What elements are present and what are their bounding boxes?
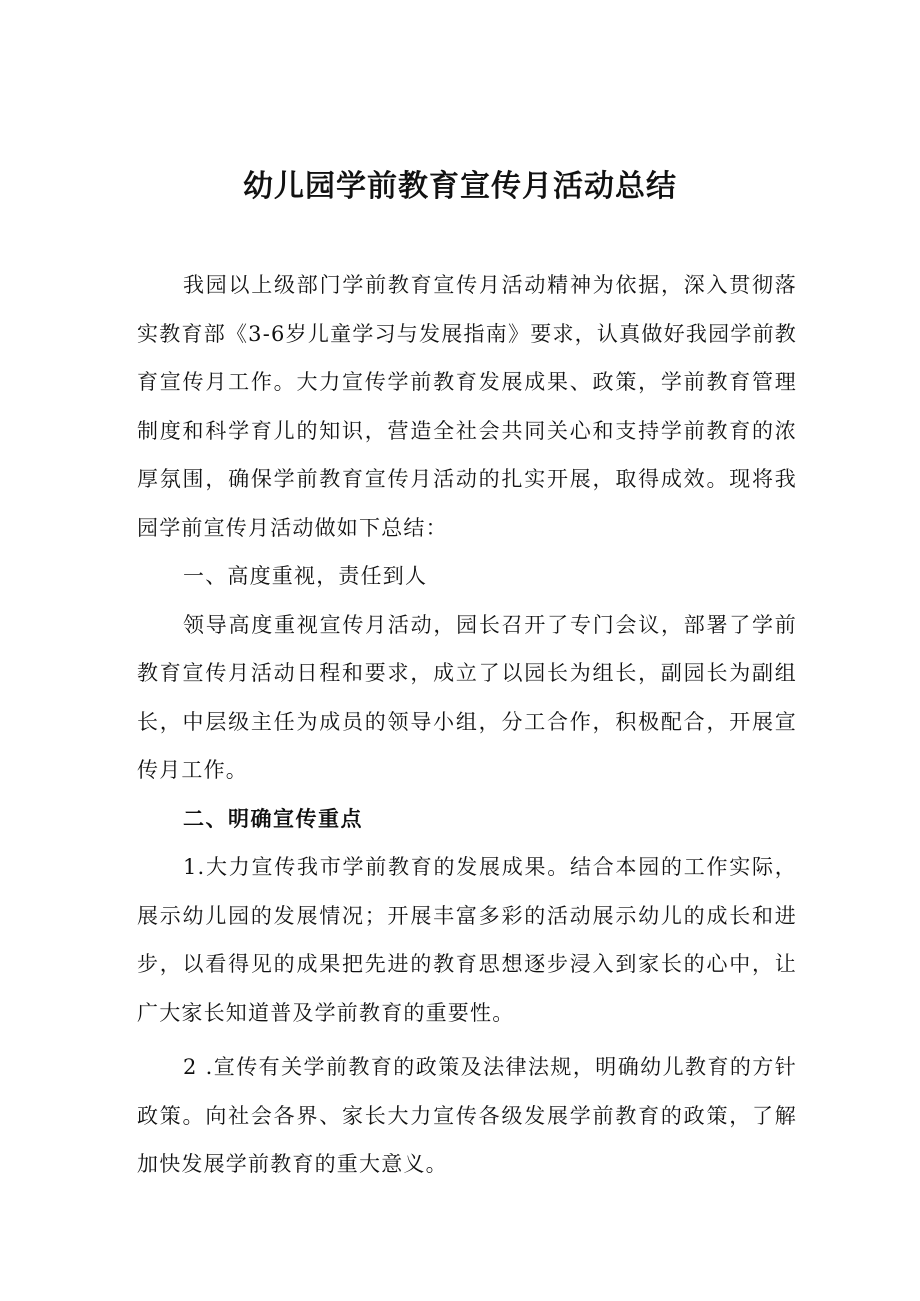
document-body [137, 261, 797, 1189]
document-title: 幼儿园学前教育宣传月活动总结 [243, 169, 677, 204]
section-2-heading: 二、明确宣传重点 [183, 806, 363, 831]
section-2-item-2: 2 .宣传有关学前教育的政策及法律法规，明确幼儿教育的方针政策。向社会各界、家长大力宣传各级发展学前教育的政策，了解加快发展学前教育的重大意义。 [137, 1055, 797, 1176]
section-1-heading: 一、高度重视，责任到人 [183, 564, 428, 588]
section-2-item-1: 1.大力宣传我市学前教育的发展成果。结合本园的工作实际，展示幼儿园的发展情况；开展丰富多彩的活动展示幼儿的成长和进步，以看得见的成果把先进的教育思想逐步浸入到家长的心中，让广大家长知道普及学前教育的重要性。 [137, 855, 797, 1025]
intro-paragraph: 我园以上级部门学前教育宣传月活动精神为依据，深入贯彻落实教育部《3-6岁儿童学习与发展指南》要求，认真做好我园学前教育宣传月工作。大力宣传学前教育发展成果、政策，学前教育管理制度和科学育儿的知识，营造全社会共同关心和支持学前教育的浓厚氛围，确保学前教育宣传月活动的扎实开展，取得成效。现将我园学前宣传月活动做如下总结： [137, 273, 797, 540]
section-1-paragraph: 领导高度重视宣传月活动，园长召开了专门会议，部署了学前教育宣传月活动日程和要求，成立了以园长为组长，副园长为副组长，中层级主任为成员的领导小组，分工合作，积极配合，开展宣传月工作。 [137, 612, 797, 782]
